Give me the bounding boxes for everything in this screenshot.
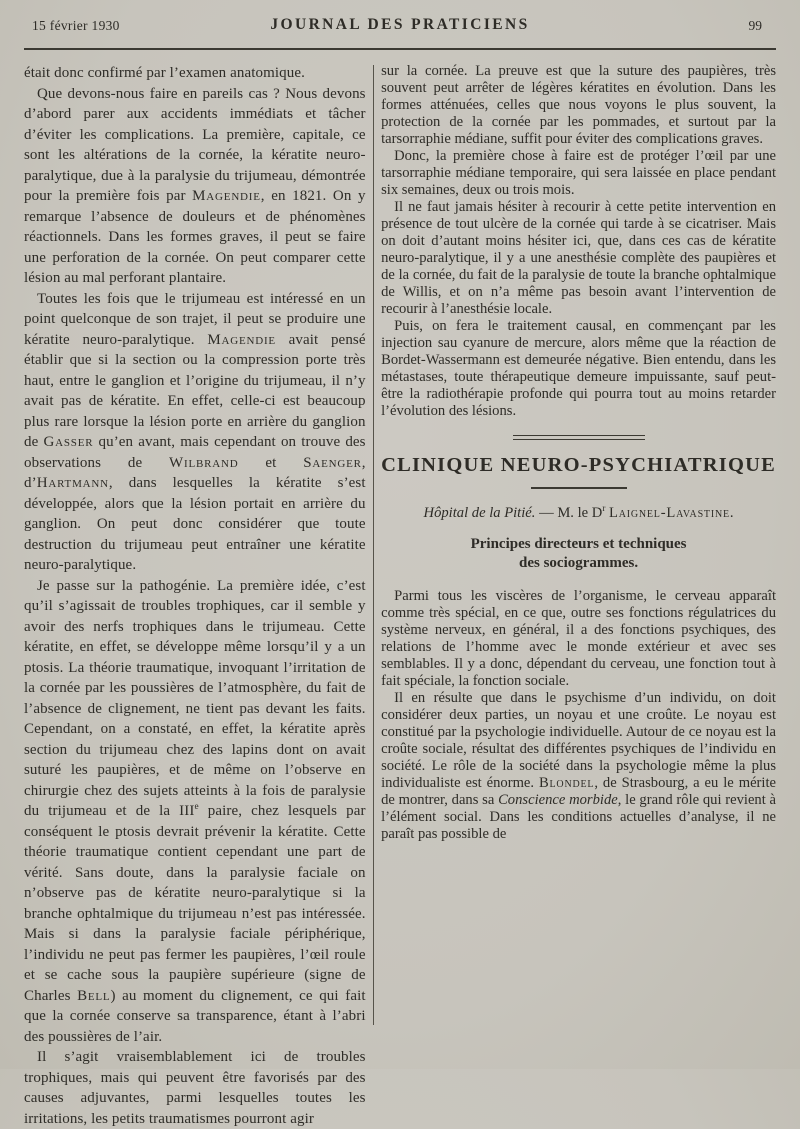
masthead bbox=[24, 12, 776, 38]
proper-name: Bell bbox=[77, 987, 111, 1004]
paragraph bbox=[381, 588, 776, 690]
proper-name: Magendie bbox=[207, 331, 276, 348]
masthead-rule bbox=[24, 48, 776, 50]
proper-name: Wilbrand bbox=[169, 454, 239, 471]
text-segment: Donc, la première chose à faire est de protéger l’œil par une tarsorraphie médiane temporaire, qui sera laissée en place pendant six semaines, deux ou trois mois. bbox=[381, 148, 776, 198]
text-segment: — M. le D bbox=[535, 504, 603, 521]
paragraph bbox=[24, 1047, 366, 1129]
proper-name: Laignel-Lavastine bbox=[608, 504, 730, 521]
paragraph bbox=[381, 690, 776, 843]
italic-text: Conscience morbide bbox=[498, 791, 618, 808]
proper-name: Gasser bbox=[43, 434, 94, 450]
text-segment: était donc confirmé par l’examen anatomique. bbox=[24, 65, 305, 81]
section-divider bbox=[531, 487, 627, 489]
text-segment: qu’en avant, mais cependant on trouve des observations de bbox=[24, 434, 366, 471]
paragraph bbox=[381, 63, 776, 148]
text-segment: Que devons-nous faire en pareils cas ? Nous devons d’abord parer aux accidents immédiats et tâcher d’éviter les complications. La première, capitale, ce sont les altérations de la cornée, la kératite neuro-paralytique, due à la paralysie du trijumeau, démontrée pour la première fois par bbox=[24, 85, 366, 204]
proper-name: Saenger bbox=[303, 454, 362, 471]
paragraph bbox=[381, 148, 776, 199]
text-segment: , le grand rôle qui revient à l’élément social. Dans les conditions actuelles d’analyse, il ne paraît pas possible de bbox=[381, 791, 776, 842]
text-segment: sur la cornée. La preuve est que la suture des paupières, très souvent peut arrêter de légères kératites en évolution. Dans les formes atténuées, celles que nous voyons le plus souvent, la protection de la cornée par les pommades, et surtout par la tarsorraphie médiane, suffit pour éviter des complications graves. bbox=[381, 63, 776, 147]
text-segment: Il s’agit vraisemblablement ici de troubles trophiques, mais qui peuvent être favorisés par des causes adjuvantes, parmi lesquelles toutes les irritations, les petits traumatismes pourront agir bbox=[24, 1049, 366, 1127]
paragraph bbox=[381, 318, 776, 420]
text-segment: . bbox=[729, 504, 734, 521]
text-segment: Il en résulte que dans le psychisme d’un individu, on doit considérer deux parties, un noyau et une croûte. Le noyau est constitué par la psychologie individuelle. Autour de ce noyau est la croûte sociale, résultat des différentes psychiques de l’individu en société. Le rôle de la société dans la psychologie même la plus individualiste est énorme. bbox=[381, 689, 776, 791]
proper-name: Blondel bbox=[538, 774, 595, 791]
text-segment: Puis, on fera le traitement causal, en commençant par les injection sau cyanure de mercure, alors même que la réaction de Bordet-Wassermann est demeurée négative. Bien entendu, dans les métastases, toute thérapeutique demeure impuissante, sauf peut-être la radiothérapie profonde qui pourra tout au moins retarder l’évolution des lésions. bbox=[381, 318, 776, 419]
text-segment: paire, chez lesquels par conséquent le ptosis devrait prévenir la kératite. Cette théorie traumatique contient cependant une part de vérité. Sans doute, dans la paralysie faciale on n’observe pas de kératite neuro-paralytique si la branche ophtalmique du trijumeau n’est pas intéressée. Mais si dans la paralysie faciale périphérique, l’individu ne peut pas fermer les paupières, l’œil roule et se cache sous la paupière supérieure (signe de Charles bbox=[24, 803, 366, 1004]
text-segment: , de Strasbourg, a eu le mérite de montrer, dans sa bbox=[381, 774, 776, 808]
superscript: e bbox=[194, 802, 199, 812]
italic-text: Hôpital de la Pitié. bbox=[423, 504, 536, 521]
text-segment: Il ne faut jamais hésiter à recourir à cette petite intervention en présence de tout ulcère de la cornée qui tarde à se cicatriser. Mais on doit d’autant moins hésiter ici, que, dans ces cas de kératite neuro-paralytique, il y a une anesthésie complète des paupières et de la cornée, du fait de la paralysie de toute la branche ophtalmique de Willis, et on n’a même pas besoin avant l’intervention de recourir à l’anesthésie locale. bbox=[381, 199, 776, 317]
paragraph bbox=[24, 576, 366, 1048]
article-byline bbox=[381, 502, 776, 522]
text-segment: Parmi tous les viscères de l’organisme, le cerveau apparaît comme très spécial, en ce que, outre ses fonctions régulatrices du système nerveux, en général, il a des fonctions psychiques, des relations de l’homme avec le monde extérieur et avec ses semblables. Il y a donc, dépendant du cerveau, une fonction tout à fait spéciale, la fonction sociale. bbox=[381, 587, 776, 689]
paragraph bbox=[24, 84, 366, 289]
column-divider bbox=[373, 65, 375, 1025]
paragraph bbox=[24, 63, 366, 84]
section-title: CLINIQUE NEURO-PSYCHIATRIQUE bbox=[381, 454, 776, 476]
text-segment: ) au moment du clignement, ce qui fait que la cornée conserve sa transparence, étant à l’abri des poussières de l’air. bbox=[24, 987, 366, 1045]
page-number: 99 bbox=[748, 18, 762, 33]
proper-name: Magendie bbox=[192, 188, 261, 204]
text-segment: avait pensé établir que si la section ou la compression porte très haut, entre le ganglion et l’origine du trijumeau, il n’y avait pas de kératite. En effet, celle-ci est beaucoup plus rare lorsque la lésion porte en arrière du ganglion de bbox=[24, 331, 366, 450]
section-divider-double bbox=[513, 435, 645, 440]
text-segment: et bbox=[238, 454, 304, 471]
paragraph bbox=[381, 199, 776, 318]
superscript: r bbox=[602, 502, 606, 513]
text-segment: , dans lesquelles la kératite s’est développée, alors que la lésion portait en arrière du ganglion. On peut donc considérer que toute destruction du trijumeau peut entraîner une kératite neuro-paralytique. bbox=[24, 475, 366, 573]
text-segment: Je passe sur la pathogénie. La première idée, c’est qu’il s’agissait de troubles trophiques, car il semble y avoir des nerfs trophiques dans le trijumeau. Cette kératite, en effet, se développe même lorsqu’il y a un ptosis. La théorie traumatique, invoquant l’irritation de la cornée par les poussières de l’atmosphère, du fait de l’absence de clignement, ne tient pas devant les faits. Cependant, on a constaté, en effet, la kératite après section du trijumeau chez des lapins dont on avait suturé les paupières, et de même on l’observe en chirurgie chez des sujets atteints à la fois de paralysie du trijumeau et de la III bbox=[24, 577, 366, 819]
paragraph bbox=[24, 289, 366, 576]
text-segment: , d’ bbox=[24, 454, 366, 491]
proper-name: Hartmann bbox=[36, 475, 109, 491]
left-column bbox=[24, 63, 366, 1127]
page-content bbox=[24, 63, 776, 1127]
journal-title: JOURNAL DES PRATICIENS bbox=[270, 16, 530, 33]
subtitle-line: des sociogrammes. bbox=[518, 554, 639, 571]
text-segment: , en 1821. On y remarque l’absence de douleurs et de phénomènes réactionnels. Dans les formes graves, il peut se faire une perforation de la cornée. On peut comparer cette lésion au mal perforant plantaire. bbox=[24, 188, 366, 286]
article-subtitle bbox=[381, 535, 776, 573]
text-segment: Toutes les fois que le trijumeau est intéressé en un point quelconque de son trajet, il peut se produire une kératite neuro-paralytique. bbox=[24, 290, 366, 348]
issue-date: 15 février 1930 bbox=[32, 18, 120, 33]
subtitle-line: Principes directeurs et techniques bbox=[470, 535, 687, 552]
right-column bbox=[381, 63, 776, 1053]
